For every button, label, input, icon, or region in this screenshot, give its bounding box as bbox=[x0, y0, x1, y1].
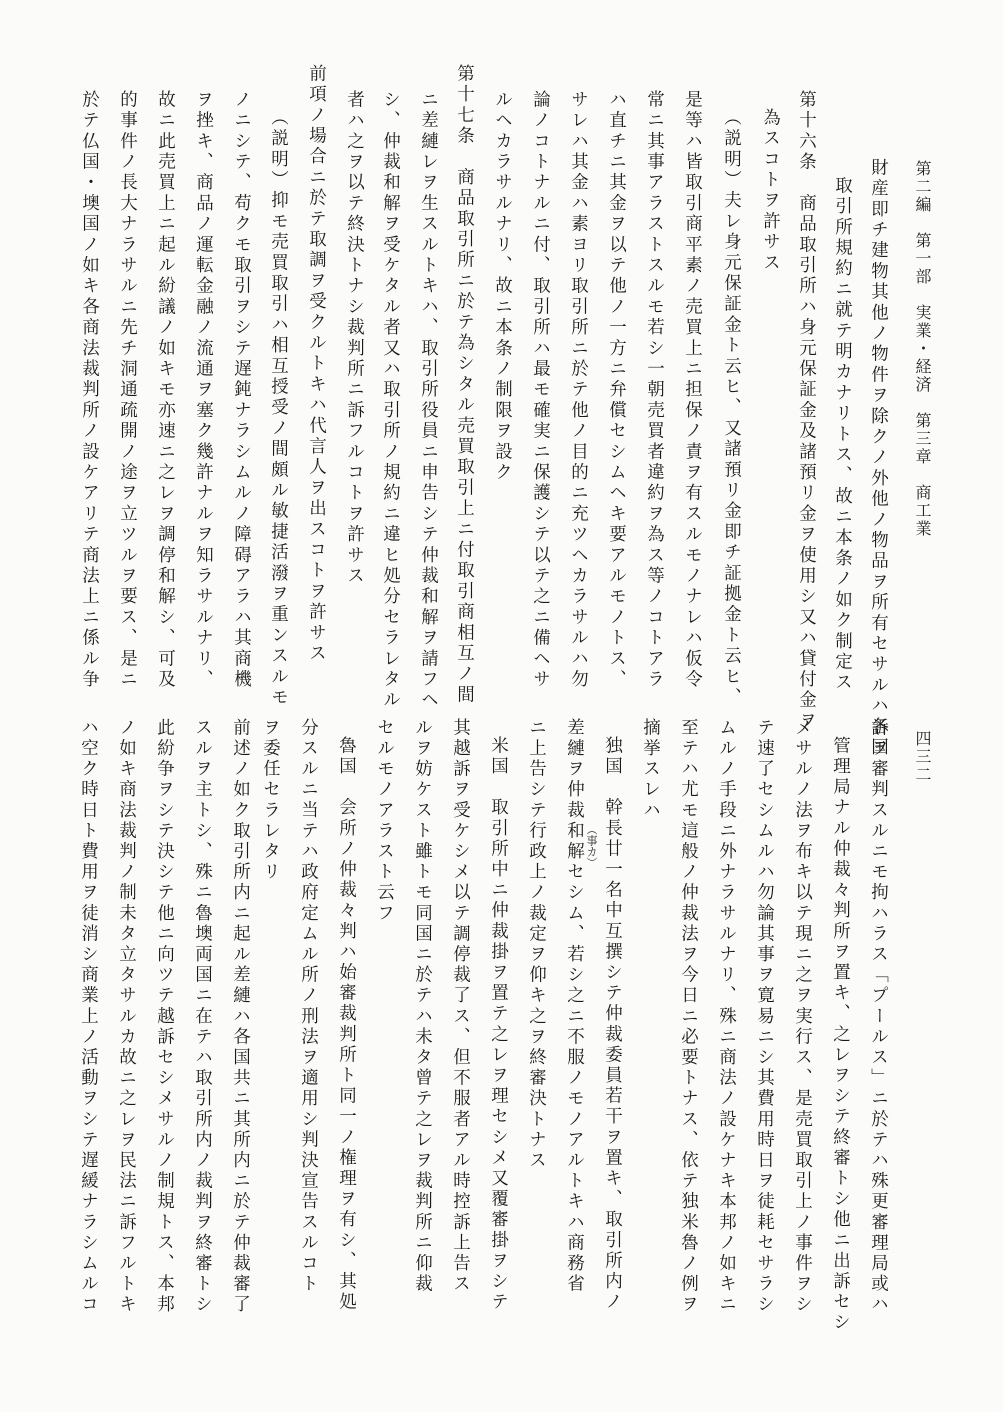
article-heading-16: 第十六条 商品取引所ハ身元保証金及諸預リ金ヲ使用シ又ハ貸付金ヲ bbox=[796, 90, 817, 732]
text-column: セルモノアラスト云フ bbox=[374, 718, 395, 924]
text-column: スルヲ主トシ、殊ニ魯墺両国ニ在テハ取引所内ノ裁判ヲ終審トシ bbox=[192, 718, 213, 1316]
text-column: 其越訴ヲ受ケシメ以テ調停裁了ス、但不服者アル時控訴上告ス bbox=[450, 718, 471, 1295]
text-column: 此紛争ヲシテ決シテ他ニ向ツテ越訴セシメサルノ制規トス、本邦 bbox=[154, 718, 175, 1316]
text-column: ムルノ手段ニ外ナラサルナリ、殊ニ商法ノ設ケナキ本邦ノ如キニ bbox=[716, 718, 737, 1316]
country-entry-germany: 独国 幹長廿一名中互撰シテ仲裁委員若干ヲ置キ、取引所内ノ bbox=[602, 736, 623, 1313]
article-heading-17: 第十七条 商品取引所ニ於テ為シタル売買取引上ニ付取引商相互ノ間 bbox=[454, 64, 475, 706]
country-entry-usa: 米国 取引所中ニ仲裁掛ヲ置テ之レヲ理セシメ又覆審掛ヲシテ bbox=[488, 736, 509, 1313]
text-column: 是等ハ皆取引商平素ノ売買上ニ担保ノ責ヲ有スルモノナレハ仮令 bbox=[682, 90, 703, 691]
text-column: ルヘカラサルナリ、故ニ本条ノ制限ヲ設ク bbox=[492, 90, 513, 484]
text-column: ニ差縺レヲ生スルトキハ、取引所役員ニ申告シテ仲裁和解ヲ請フヘ bbox=[418, 90, 439, 711]
text-column: ハ空ク時日ト費用ヲ徒消シ商業上ノ活動ヲシテ遅緩ナラシムルコ bbox=[78, 718, 99, 1316]
page-number: 四三二 bbox=[913, 730, 932, 784]
text-column: 於テ仏国・墺国ノ如キ各商法裁判所ノ設ケアリテ商法上ニ係ル争 bbox=[79, 90, 100, 691]
ruby-annotation: （事カ） bbox=[585, 824, 598, 868]
text-column: ヲ挫キ、商品ノ運転金融ノ流通ヲ塞ク幾許ナルヲ知ラサルナリ、 bbox=[193, 90, 214, 691]
text-column: シ、仲裁和解ヲ受ケタル者又ハ取引所ノ規約ニ違ヒ処分セラレタル bbox=[380, 90, 401, 711]
text-column: ヲ委任セラレタリ bbox=[260, 718, 281, 883]
text-column: 分スルニ当テハ政府定ムル所ノ刑法ヲ適用シ判決宣告スルコト bbox=[298, 718, 319, 1295]
explanation-column: （説明）抑モ売買取引ハ相互授受ノ間頗ル敏捷活潑ヲ重ンスルモ bbox=[268, 108, 289, 709]
text-column: 常ニ其事アラストスルモ若シ一朝売買者違約ヲ為ス等ノコトアラ bbox=[644, 90, 665, 691]
text-column: 摘挙スレハ bbox=[640, 718, 661, 821]
text-column: 財産即チ建物其他ノ物件ヲ除クノ外他ノ物品ヲ所有セサルハ各国 bbox=[868, 158, 889, 759]
text-column: 故ニ此売買上ニ起ル紛議ノ如キモ亦速ニ之レヲ調停和解シ、可及 bbox=[155, 90, 176, 691]
country-entry-russia: 魯国 会所ノ仲裁々判ハ始審裁判所ト同一ノ権理ヲ有シ、其処 bbox=[336, 736, 357, 1313]
text-column: 的事件ノ長大ナラサルニ先チ洞通疏開ノ途ヲ立ツルヲ要ス、是ニ bbox=[117, 90, 138, 691]
text-column: 者ハ之ヲ以テ終決トナシ裁判所ニ訴フルコトヲ許サス bbox=[344, 90, 365, 587]
text-column: 為スコトヲ許サス bbox=[760, 108, 781, 274]
text-column: テ速了セシムルハ勿論其事ヲ寛易ニシ其費用時日ヲ徒耗セサラシ bbox=[754, 718, 775, 1316]
text-column: 論ノコトナルニ付、取引所ハ最モ確実ニ保護シテ以テ之ニ備ヘサ bbox=[530, 90, 551, 691]
text-column: 差縺ヲ仲裁和解セシム、若シ之ニ不服ノモノアルトキハ商務省 bbox=[564, 718, 585, 1295]
text-column: ノ如キ商法裁判ノ制未タ立タサルカ故ニ之レヲ民法ニ訴フルトキ bbox=[116, 718, 137, 1316]
text-column: 取引所規約ニ就テ明カナリトス、故ニ本条ノ如ク制定ス bbox=[832, 176, 853, 694]
text-column: ノニシテ、苟クモ取引ヲシテ遅鈍ナラシムルノ障碍アラハ其商機 bbox=[231, 90, 252, 691]
text-column: 訴ヲ審判スルニモ拘ハラス「プールス」ニ於テハ殊更審理局或ハ bbox=[868, 718, 889, 1316]
text-column: ルヲ妨ケスト雖トモ同国ニ於テハ未タ曾テ之レヲ裁判所ニ仰裁 bbox=[412, 718, 433, 1295]
text-column: 前述ノ如ク取引所内ニ起ル差縺ハ各国共ニ其所内ニ於テ仲裁審了 bbox=[230, 718, 251, 1316]
text-column: サレハ其金ハ素ヨリ取引所ニ於テ他ノ目的ニ充ツヘカラサルハ勿 bbox=[568, 90, 589, 691]
text-column: ニ上告シテ行政上ノ裁定ヲ仰キ之ヲ終審決トナス bbox=[526, 718, 547, 1172]
text-column: 至テハ尤モ這般ノ仲裁法ヲ今日ニ必要トナス、依テ独米魯ノ例ヲ bbox=[678, 718, 699, 1316]
text-column: 管理局ナル仲裁々判所ヲ置キ、之レヲシテ終審トシ他ニ出訴セシ bbox=[830, 736, 851, 1334]
text-column: ハ直チニ其金ヲ以テ他ノ一方ニ弁償セシムヘキ要アルモノトス、 bbox=[606, 90, 627, 691]
text-column: メサルノ法ヲ布キ以テ現ニ之ヲ実行ス、是売買取引上ノ事件ヲシ bbox=[792, 718, 813, 1316]
explanation-column: （説明）夫レ身元保証金ト云ヒ、又諸預リ金即チ証拠金ト云ヒ、 bbox=[721, 108, 742, 709]
text-column: 前項ノ場合ニ於テ取調ヲ受クルトキハ代言人ヲ出スコトヲ許サス bbox=[306, 64, 327, 665]
running-head: 第二編 第一部 実業・経済 第三章 商工業 bbox=[913, 160, 932, 538]
